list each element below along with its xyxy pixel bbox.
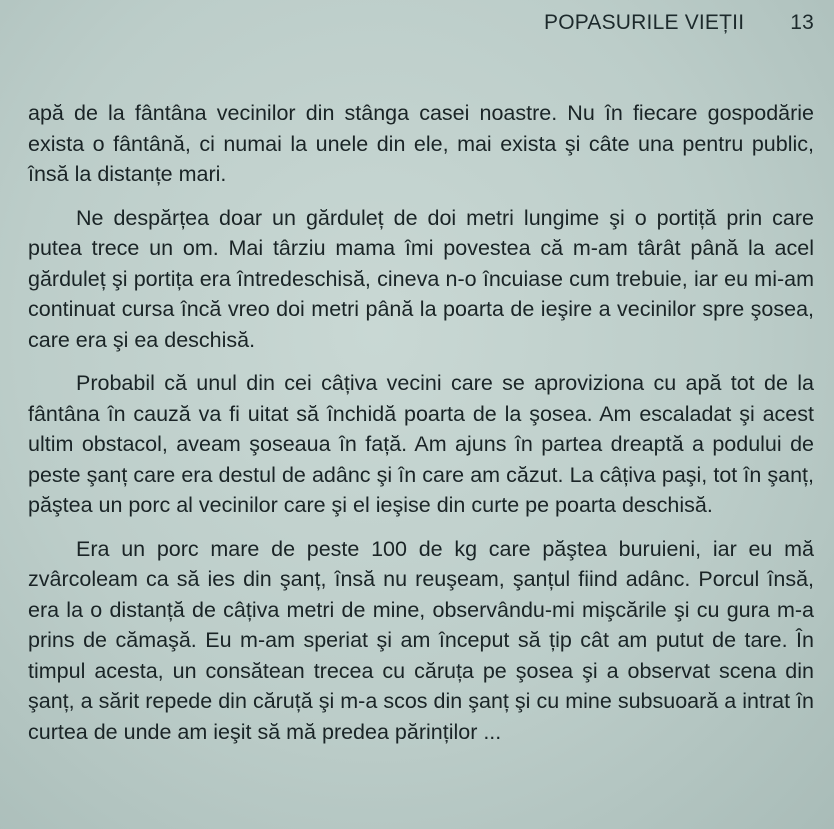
book-title: POPASURILE VIEȚII <box>544 11 745 34</box>
running-head <box>544 8 814 38</box>
paragraph-3: Probabil că unul din cei câțiva vecini care se aproviziona cu apă tot de la fântâna în cauză va fi uitat să închidă poarta de la şosea. Am escaladat şi acest ultim obstacol, aveam şoseaua în față. Am ajuns în partea dreaptă a podului de peste şanț care era destul de adânc şi în care am căzut. La câțiva paşi, tot în şanț, păştea un porc al vecinilor care şi el ieşise din curte pe poarta deschisă. <box>28 371 814 517</box>
paragraph-4: Era un porc mare de peste 100 de kg care păştea buruieni, iar eu mă zvârcoleam ca să ies din şanț, însă nu reuşeam, şanțul fiind adânc. Porcul însă, era la o distanță de câțiva metri de mine, observându-mi mişcările şi cu gura m-a prins de cămaşă. Eu m-am speriat şi am început să țip cât am putut de tare. În timpul acesta, un consătean trecea cu căruța pe şosea şi a observat scena din şanț, a sărit repede din căruță şi m-a scos din şanț şi cu mine subsuoară a intrat în curtea de unde am ieşit să mă predea părinților ... <box>28 536 814 744</box>
body-text <box>28 98 814 760</box>
paragraph-2: Ne despărțea doar un gărduleț de doi metri lungime şi o portiță prin care putea trece un om. Mai târziu mama îmi povestea că m-am târât până la acel gărduleț şi portița era întredeschisă, cineva n-o încuiase cum trebuie, iar eu mi-am continuat cursa încă vreo doi metri până la poarta de ieşire a vecinilor spre şosea, care era şi ea deschisă. <box>28 205 814 352</box>
paragraph-1: apă de la fântâna vecinilor din stânga casei noastre. Nu în fiecare gospodărie exista o fântână, ci numai la unele din ele, mai exista şi câte una pentru public, însă la distanțe mari. <box>28 101 814 186</box>
page-number: 13 <box>790 11 814 34</box>
